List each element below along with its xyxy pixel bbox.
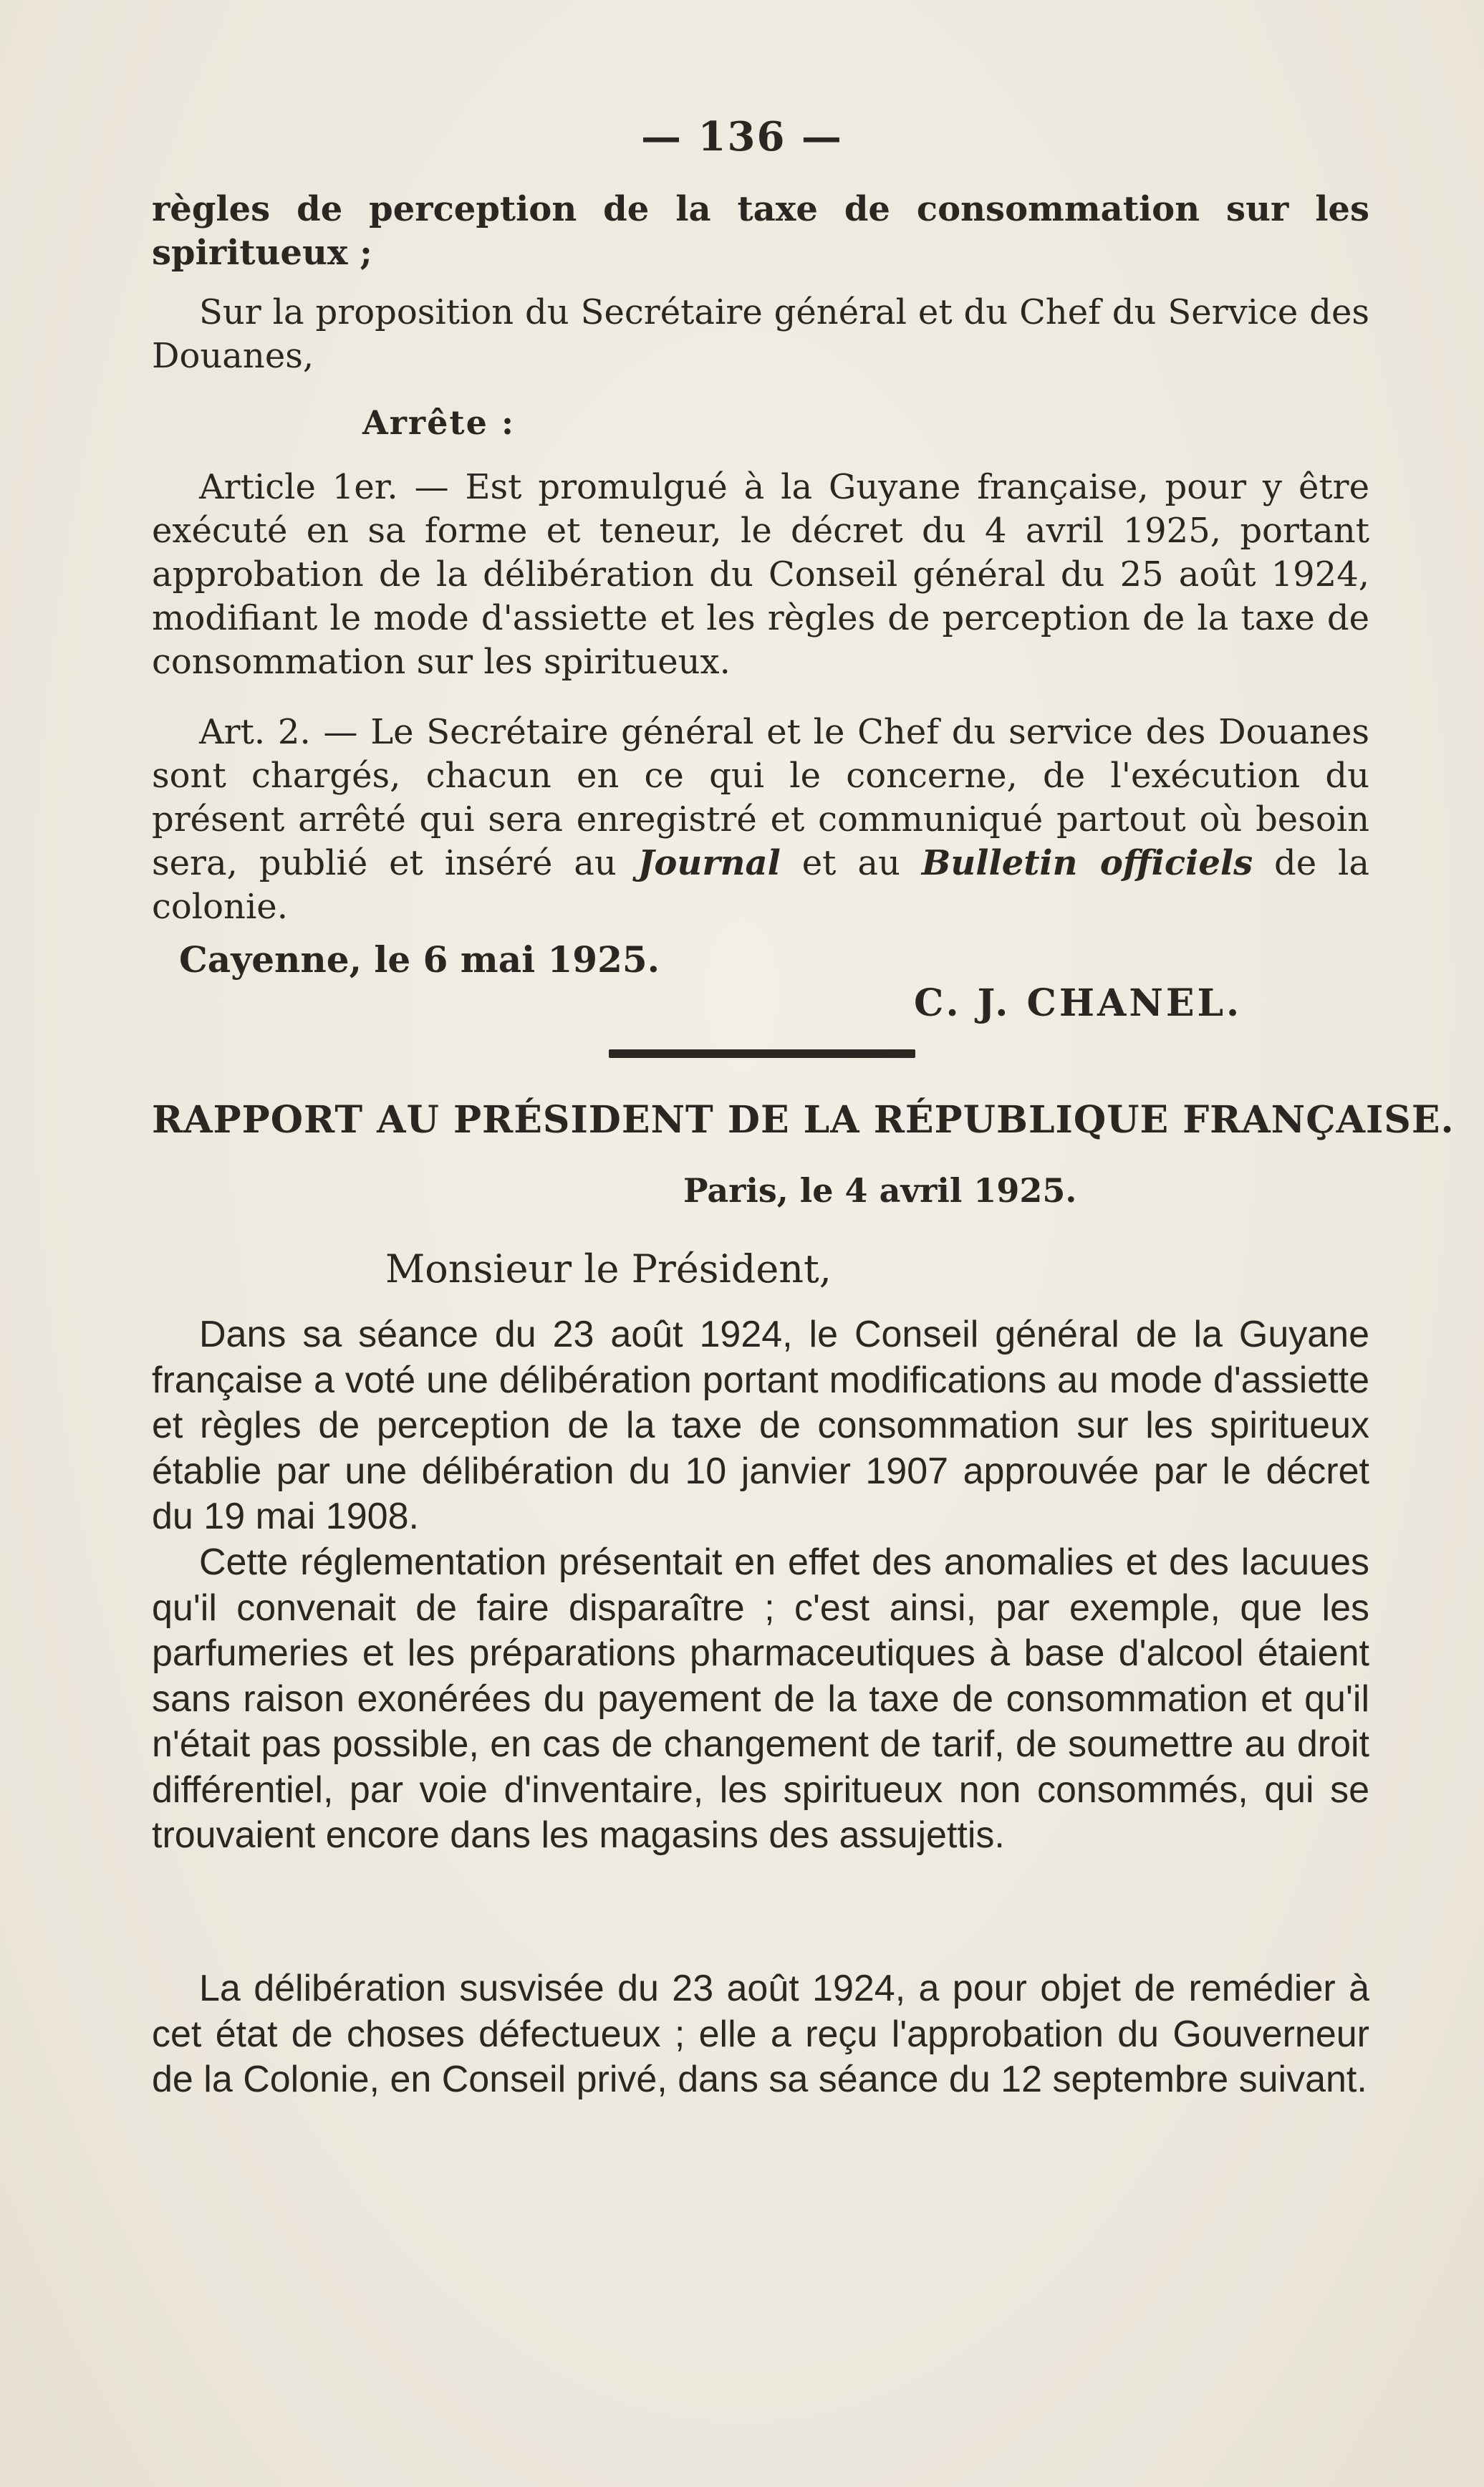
report-paragraph-2 xyxy=(152,1540,1369,1859)
article-1-text: Article 1er. — Est promulgué à la Guyane française, pour y être exécuté en sa forme et teneur, le décret du 4 avril 1925, portant approbation de la délibération du Conseil général du 25 août 1924, modifiant le mode d'assiette et les règles de perception de la taxe de consommation sur les spiritueux. xyxy=(152,467,1369,682)
arrete-heading: Arrête : xyxy=(362,403,515,442)
section-separator xyxy=(609,1049,915,1058)
rapport-date: Paris, le 4 avril 1925. xyxy=(683,1171,1077,1210)
article-2-text-middle: et au xyxy=(780,843,922,883)
bulletin-label: Bulletin officiels xyxy=(921,843,1253,883)
signature-name: C. J. CHANEL. xyxy=(914,981,1243,1025)
proposition-paragraph xyxy=(152,291,1369,378)
proposition-text: Sur la proposition du Secrétaire général et du Chef du Service des Douanes, xyxy=(152,292,1369,376)
report-paragraph-3-text: La délibération susvisée du 23 août 1924, a pour objet de remédier à cet état de choses défectueux ; elle a reçu l'approbation du Gouverneur de la Colonie, en Conseil privé, dans sa séance du 12 septembre suivant. xyxy=(152,1968,1369,2100)
article-2-text xyxy=(152,711,1369,929)
report-paragraph-3 xyxy=(152,1966,1369,2103)
page-number: — 136 — xyxy=(641,113,843,160)
article-2-text-before: Art. 2. — Le Secrétaire général et le Chef du service des Douanes sont chargés, chacun en ce qui le concerne, de l'exécution du présent arrêté qui sera enregistré et communiqué partout où besoin sera, publié et inséré au xyxy=(152,712,1369,883)
report-paragraph-1 xyxy=(152,1312,1369,1540)
intro-text: règles de perception de la taxe de consommation sur les spiritueux ; xyxy=(152,189,1369,273)
report-paragraph-1-text: Dans sa séance du 23 août 1924, le Conseil général de la Guyane française a voté une délibération portant modifications au mode d'assiette et règles de perception de la taxe de consommation sur les spiritueux établie par une délibération du 10 janvier 1907 approuvée par le décret du 19 mai 1908. xyxy=(152,1314,1369,1537)
intro-paragraph xyxy=(152,188,1369,275)
signature-date: Cayenne, le 6 mai 1925. xyxy=(179,938,660,981)
article-1-paragraph xyxy=(152,466,1369,684)
journal-label: Journal xyxy=(637,843,781,883)
report-paragraph-2-text: Cette réglementation présentait en effet des anomalies et des lacuues qu'il convenait de faire disparaître ; c'est ainsi, par exemple, que les parfumeries et les préparations pharmaceutiques à base d'alcool étaient sans raison exonérées du payement de la taxe de consommation et qu'il n'était pas possible, en cas de changement de tarif, de soumettre au droit différentiel, par voie d'inventaire, les spiritueux non consommés, qui se trouvaient encore dans les magasins des assujettis. xyxy=(152,1541,1369,1856)
salutation: Monsieur le Président, xyxy=(385,1246,832,1291)
article-2-paragraph xyxy=(152,711,1369,929)
rapport-title: RAPPORT AU PRÉSIDENT DE LA RÉPUBLIQUE FRANÇAISE. xyxy=(152,1098,1455,1142)
article-2-text-after: de la colonie. xyxy=(152,843,1370,927)
